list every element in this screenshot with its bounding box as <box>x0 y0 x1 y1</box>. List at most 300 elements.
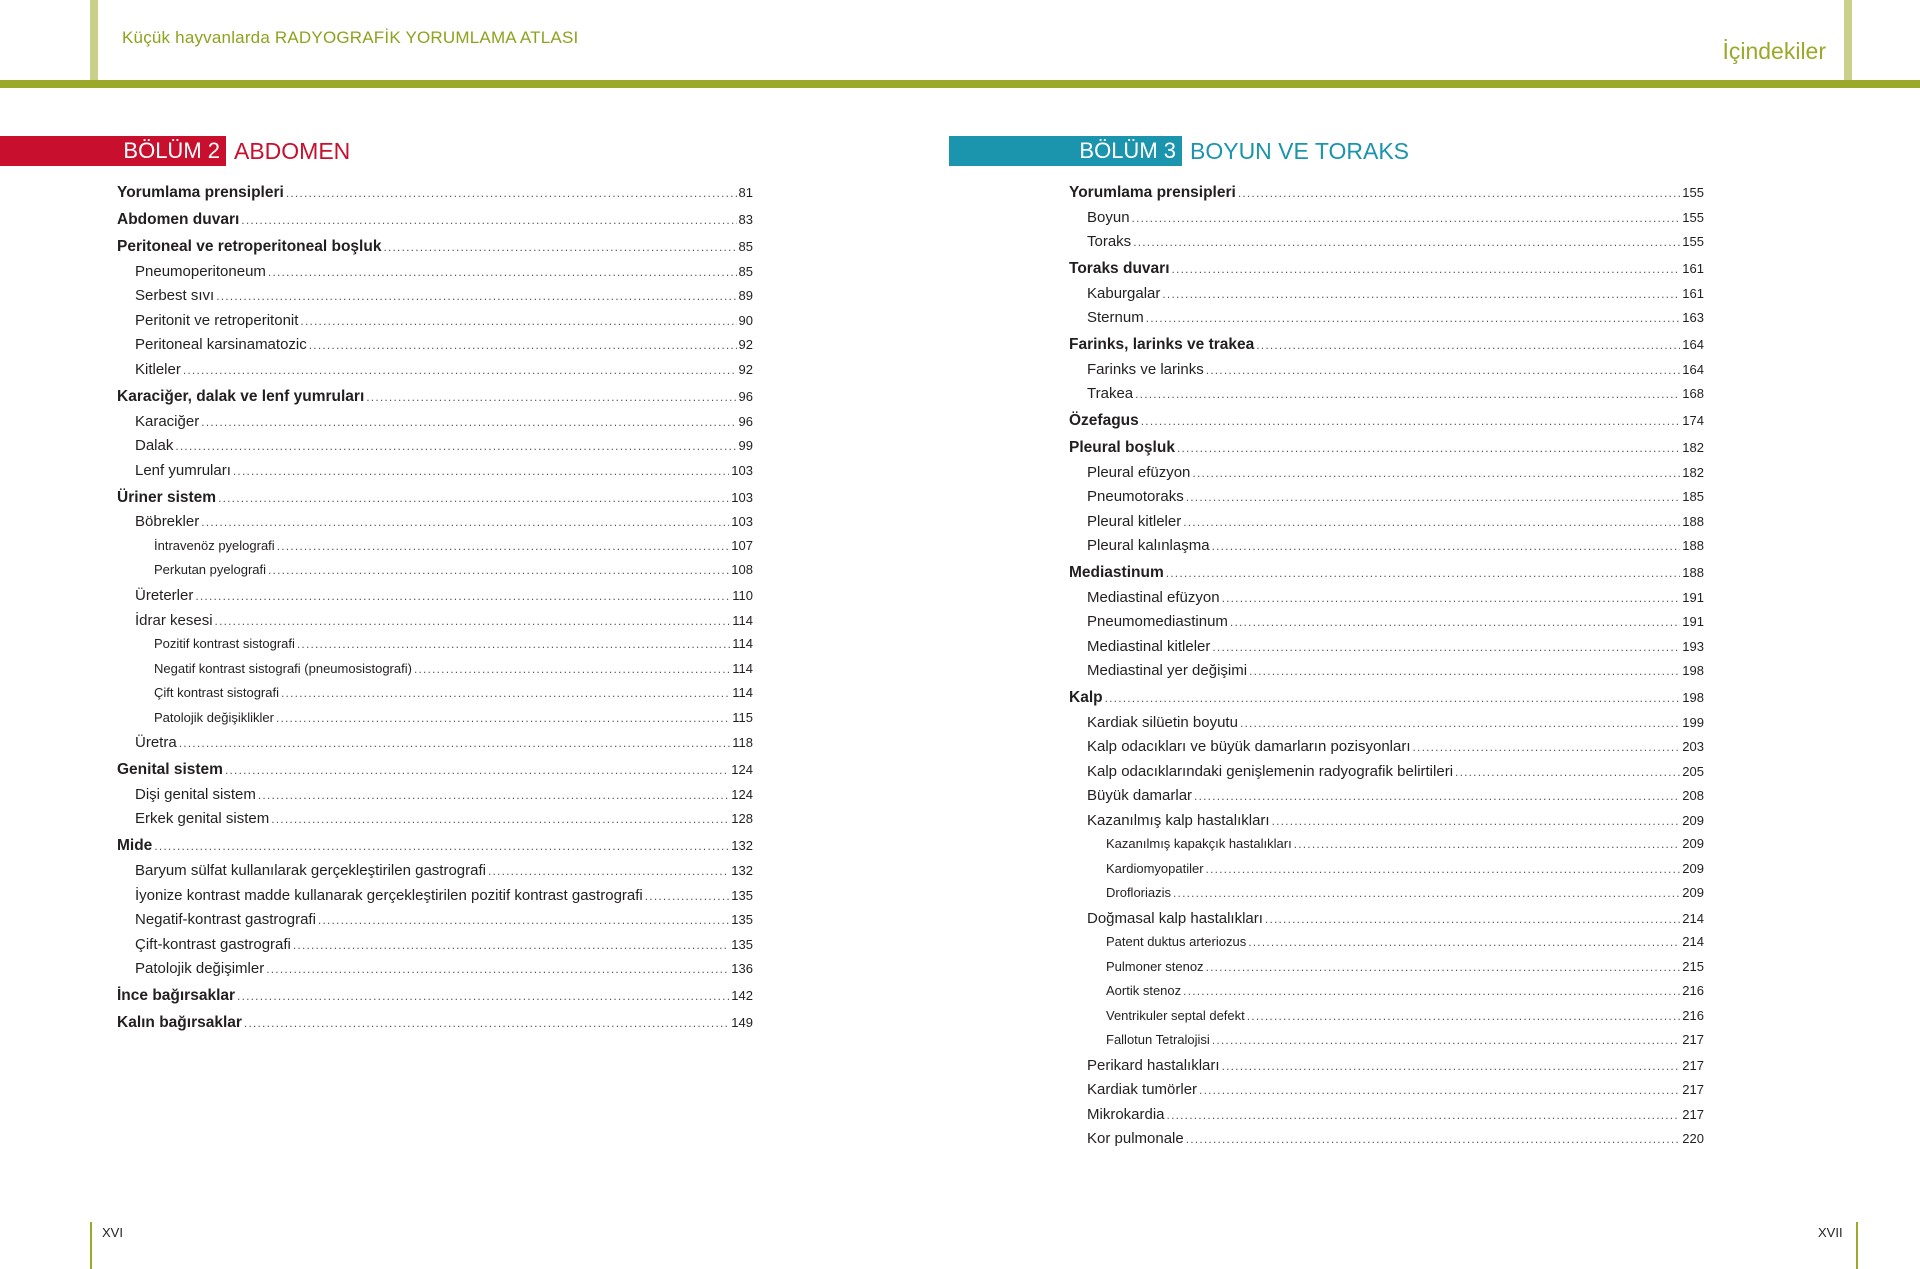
toc-entry-title: Üretra <box>135 734 177 752</box>
toc-entry-title: Üreterler <box>135 587 194 604</box>
toc-entry-page: 83 <box>738 212 753 227</box>
toc-entry[interactable] <box>117 287 753 304</box>
toc-entry[interactable] <box>1069 1106 1704 1123</box>
toc-entry[interactable] <box>117 1014 753 1032</box>
toc-entry-title: Pleural kalınlaşma <box>1087 537 1210 554</box>
dot-leader <box>1212 1033 1680 1047</box>
dot-leader <box>1256 338 1680 352</box>
toc-entry[interactable] <box>117 987 753 1005</box>
toc-entry[interactable] <box>117 960 753 977</box>
toc-entry-title: Perikard hastalıkları <box>1087 1056 1220 1074</box>
toc-entry[interactable] <box>117 810 753 827</box>
toc-entry[interactable] <box>1069 385 1704 402</box>
toc-entry[interactable] <box>1069 787 1704 804</box>
toc-entry-page: 128 <box>731 811 753 827</box>
toc-entry[interactable] <box>1069 439 1704 457</box>
toc-entry-page: 124 <box>731 786 753 802</box>
left-page-number: XVI <box>102 1225 123 1240</box>
dot-leader <box>309 338 737 352</box>
toc-entry-page: 90 <box>738 312 753 328</box>
toc-entry-title: Patent duktus arteriozus <box>1106 934 1247 949</box>
toc-entry[interactable] <box>1069 309 1704 326</box>
dot-leader <box>1413 740 1681 754</box>
toc-entry-page: 188 <box>1682 538 1704 553</box>
toc-entry-title: Pneumoperitoneum <box>135 262 266 280</box>
toc-entry[interactable] <box>1069 233 1704 250</box>
toc-entry-title: Kalp odacıklarındaki genişlemenin radyografik belirtileri <box>1087 762 1454 780</box>
toc-entry-title: Özefagus <box>1069 412 1139 429</box>
dot-leader <box>383 240 736 254</box>
toc-entry-title: Sternum <box>1087 309 1144 326</box>
toc-entry[interactable] <box>1069 464 1704 481</box>
toc-entry[interactable] <box>1069 285 1704 302</box>
dot-leader <box>1199 1083 1680 1097</box>
dot-leader <box>1133 235 1680 249</box>
dot-leader <box>1272 814 1681 828</box>
toc-entry[interactable] <box>1069 763 1704 780</box>
toc-entry-page: 216 <box>1682 983 1704 998</box>
dot-leader <box>1135 387 1680 401</box>
dot-leader <box>1192 466 1680 480</box>
toc-entry[interactable] <box>117 312 753 329</box>
toc-entry-title: Pneumotoraks <box>1087 488 1184 505</box>
toc-entry-title: Pozitif kontrast sistografi <box>154 636 295 652</box>
dot-leader <box>1265 912 1680 926</box>
toc-entry-page: 135 <box>731 887 753 903</box>
toc-entry-page: 110 <box>732 588 753 603</box>
toc-entry[interactable] <box>117 489 753 507</box>
toc-entry-page: 209 <box>1682 836 1704 851</box>
header-rule <box>0 80 1920 88</box>
toc-entry-page: 136 <box>731 961 753 977</box>
toc-entry[interactable] <box>117 263 753 280</box>
toc-entry[interactable] <box>117 361 753 378</box>
toc-entry-page: 161 <box>1682 285 1704 301</box>
toc-entry-title: Mikrokardia <box>1087 1105 1165 1123</box>
dot-leader <box>488 864 729 878</box>
toc-entry[interactable] <box>1069 513 1704 530</box>
toc-entry-title: Pleural kitleler <box>1087 512 1182 530</box>
toc-entry-page: 164 <box>1682 361 1704 377</box>
toc-entry[interactable] <box>1069 638 1704 655</box>
chapter-2-heading <box>0 136 350 166</box>
left-footer-bar <box>90 1222 92 1269</box>
toc-entry-page: 132 <box>731 863 753 878</box>
book-title: Küçük hayvanlarda RADYOGRAFİK YORUMLAMA ATLASI <box>122 28 579 47</box>
dot-leader <box>293 938 729 952</box>
toc-entry-title: Böbrekler <box>135 513 200 531</box>
toc-entry[interactable] <box>117 761 753 779</box>
dot-leader <box>216 289 736 303</box>
toc-entry[interactable] <box>1069 537 1704 554</box>
section-name: İçindekiler <box>1722 38 1826 64</box>
toc-entry-page: 155 <box>1682 234 1704 249</box>
toc-entry-title: Büyük damarlar <box>1087 787 1193 804</box>
dot-leader <box>1222 1059 1681 1073</box>
toc-entry[interactable] <box>1069 613 1704 630</box>
toc-entry-page: 161 <box>1682 261 1704 276</box>
toc-entry-title: Pulmoner stenoz <box>1106 958 1204 974</box>
toc-entry-title: Lenf yumruları <box>135 461 231 479</box>
dot-leader <box>1173 886 1680 900</box>
dot-leader <box>233 464 729 478</box>
toc-entry[interactable] <box>117 587 753 604</box>
right-footer-bar <box>1856 1222 1858 1269</box>
toc-entry-title: Kardiak silüetin boyutu <box>1087 713 1238 731</box>
toc-entry[interactable] <box>1069 184 1704 202</box>
toc-entry-title: Kazanılmış kalp hastalıkları <box>1087 811 1270 829</box>
toc-entry-title: Yorumlama prensipleri <box>117 184 284 201</box>
dot-leader <box>154 839 729 853</box>
toc-entry-page: 185 <box>1682 489 1704 504</box>
toc-entry-page: 193 <box>1682 638 1704 654</box>
toc-entry-page: 191 <box>1682 614 1704 629</box>
dot-leader <box>1248 935 1680 949</box>
toc-entry[interactable] <box>117 887 753 904</box>
dot-leader <box>1167 1108 1681 1122</box>
toc-entry-page: 203 <box>1682 739 1704 754</box>
toc-entry-page: 81 <box>738 185 753 200</box>
toc-entry-page: 85 <box>738 263 753 279</box>
dot-leader <box>175 439 736 453</box>
toc-entry-title: Kaburgalar <box>1087 284 1161 302</box>
toc-entry[interactable] <box>117 685 753 700</box>
toc-entry-title: Karaciğer, dalak ve lenf yumruları <box>117 388 365 405</box>
toc-entry-title: Mediastinal yer değişimi <box>1087 662 1248 679</box>
dot-leader <box>1206 862 1681 876</box>
toc-entry-title: Mediastinal kitleler <box>1087 637 1211 655</box>
toc-entry[interactable] <box>117 388 753 406</box>
toc-entry-page: 96 <box>738 389 753 404</box>
toc-entry[interactable] <box>117 636 753 651</box>
dot-leader <box>277 539 730 553</box>
toc-entry[interactable] <box>1069 934 1704 949</box>
toc-entry-title: Boyun <box>1087 208 1130 226</box>
dot-leader <box>1132 211 1681 225</box>
dot-leader <box>1166 566 1681 580</box>
toc-entry-page: 217 <box>1682 1057 1704 1073</box>
dot-leader <box>271 812 729 826</box>
toc-entry[interactable] <box>117 513 753 530</box>
toc-entry-title: Genital sistem <box>117 761 223 779</box>
toc-entry[interactable] <box>1069 336 1704 354</box>
toc-entry-title: İdrar kesesi <box>135 611 213 629</box>
toc-entry-page: 103 <box>731 514 753 530</box>
toc-entry-page: 107 <box>731 537 753 553</box>
dot-leader <box>1212 640 1680 654</box>
toc-entry-title: Kor pulmonale <box>1087 1130 1184 1147</box>
toc-entry[interactable] <box>1069 361 1704 378</box>
toc-entry-page: 164 <box>1682 337 1704 352</box>
toc-entry-title: Yorumlama prensipleri <box>1069 184 1236 201</box>
toc-entry-page: 174 <box>1682 413 1704 428</box>
toc-entry-title: Pneumomediastinum <box>1087 613 1228 630</box>
dot-leader <box>1238 186 1680 200</box>
toc-entry[interactable] <box>1069 1081 1704 1098</box>
dot-leader <box>244 1016 729 1030</box>
dot-leader <box>237 989 729 1003</box>
toc-entry-page: 92 <box>738 362 753 377</box>
toc-entry-title: Peritoneal karsinamatozic <box>135 336 307 354</box>
toc-entry[interactable] <box>1069 885 1704 900</box>
toc-entry-title: Kazanılmış kapakçık hastalıkları <box>1106 836 1292 851</box>
dot-leader <box>297 637 730 651</box>
dot-leader <box>281 686 730 700</box>
toc-entry-title: Mediastinal efüzyon <box>1087 588 1220 606</box>
toc-entry[interactable] <box>117 911 753 928</box>
right-header-bar <box>1844 0 1852 80</box>
dot-leader <box>195 589 730 603</box>
toc-entry[interactable] <box>117 184 753 202</box>
toc-entry-page: 191 <box>1682 589 1704 605</box>
toc-entry-title: Perkutan pyelografi <box>154 562 267 578</box>
toc-entry-title: Çift-kontrast gastrografi <box>135 935 291 953</box>
dot-leader <box>1212 539 1681 553</box>
toc-entry-page: 182 <box>1682 464 1704 480</box>
toc-entry[interactable] <box>1069 1130 1704 1147</box>
toc-entry[interactable] <box>117 786 753 803</box>
left-header-bar <box>90 0 98 80</box>
chapter-3-label: BÖLÜM 3 <box>949 136 1182 166</box>
toc-entry-page: 124 <box>731 762 753 778</box>
dot-leader <box>366 390 736 404</box>
dot-leader <box>258 788 729 802</box>
toc-entry-title: Serbest sıvı <box>135 287 215 305</box>
toc-entry-page: 92 <box>738 337 753 353</box>
toc-entry-title: Negatif-kontrast gastrografi <box>135 911 316 929</box>
toc-entry-title: Dişi genital sistem <box>135 785 256 803</box>
dot-leader <box>1294 837 1681 851</box>
toc-entry-title: Peritoneal ve retroperitoneal boşluk <box>117 238 382 255</box>
toc-entry[interactable] <box>1069 861 1704 876</box>
toc-entry-title: Trakea <box>1087 385 1134 402</box>
toc-entry-page: 135 <box>731 912 753 928</box>
toc-entry-title: Negatif kontrast sistografi (pneumosistografi) <box>154 660 412 676</box>
dot-leader <box>1206 960 1681 974</box>
dot-leader <box>1240 716 1680 730</box>
toc-entry[interactable] <box>117 238 753 256</box>
toc-entry[interactable] <box>117 211 753 229</box>
toc-entry[interactable] <box>1069 812 1704 829</box>
dot-leader <box>1177 441 1680 455</box>
toc-entry-title: Karaciğer <box>135 412 200 430</box>
toc-entry[interactable] <box>117 562 753 577</box>
toc-entry-page: 85 <box>738 239 753 254</box>
toc-entry-page: 217 <box>1682 1106 1704 1122</box>
toc-entry-title: Doğmasal kalp hastalıkları <box>1087 909 1263 927</box>
toc-entry-page: 199 <box>1682 714 1704 730</box>
toc-entry-page: 155 <box>1682 185 1704 200</box>
toc-entry[interactable] <box>117 437 753 454</box>
toc-entry-page: 217 <box>1682 1082 1704 1097</box>
toc-entry-page: 209 <box>1682 885 1704 900</box>
toc-entry-page: 99 <box>738 438 753 454</box>
dot-leader <box>201 415 736 429</box>
toc-entry-title: Mide <box>117 837 153 855</box>
dot-leader <box>645 889 730 903</box>
dot-leader <box>300 314 736 328</box>
dot-leader <box>179 736 731 750</box>
toc-entry[interactable] <box>117 936 753 953</box>
dot-leader <box>1183 984 1680 998</box>
toc-entry-page: 96 <box>738 413 753 429</box>
toc-entry[interactable] <box>117 734 753 751</box>
dot-leader <box>225 763 729 777</box>
toc-entry-title: Peritonit ve retroperitonit <box>135 311 299 329</box>
toc-entry-title: Erkek genital sistem <box>135 810 270 828</box>
toc-entry-title: Dalak <box>135 437 174 455</box>
toc-entry[interactable] <box>1069 589 1704 606</box>
dot-leader <box>1206 363 1681 377</box>
toc-entry-page: 205 <box>1682 763 1704 779</box>
toc-entry-title: Patolojik değişiklikler <box>154 709 274 725</box>
toc-entry[interactable] <box>1069 910 1704 927</box>
toc-entry-title: Mediastinum <box>1069 564 1164 581</box>
toc-entry-title: Fallotun Tetralojisi <box>1106 1032 1210 1047</box>
toc-entry-title: Üriner sistem <box>117 488 217 506</box>
toc-entry-title: Çift kontrast sistografi <box>154 685 279 701</box>
dot-leader <box>241 213 736 227</box>
toc-entry-title: Kitleler <box>135 361 181 378</box>
dot-leader <box>1162 287 1680 301</box>
toc-entry-title: Kardiak tumörler <box>1087 1081 1198 1098</box>
toc-entry-page: 182 <box>1682 440 1704 455</box>
toc-entry-title: İnce bağırsaklar <box>117 987 236 1005</box>
toc-entry-page: 208 <box>1682 788 1704 803</box>
dot-leader <box>1183 515 1680 529</box>
toc-entry-page: 188 <box>1682 513 1704 529</box>
toc-entry-page: 198 <box>1682 690 1704 705</box>
toc-entry-title: Farinks, larinks ve trakea <box>1069 336 1255 353</box>
toc-entry-title: Toraks <box>1087 233 1132 250</box>
chapter-2-label: BÖLÜM 2 <box>0 136 226 166</box>
toc-entry[interactable] <box>1069 1008 1704 1023</box>
toc-entry-page: 108 <box>731 562 753 578</box>
toc-entry-page: 135 <box>731 936 753 952</box>
toc-entry-title: Pleural boşluk <box>1069 439 1175 456</box>
dot-leader <box>1222 591 1681 605</box>
toc-entry-page: 132 <box>731 838 753 854</box>
toc-entry-title: Aortik stenoz <box>1106 983 1182 998</box>
toc-entry-title: Kardiomyopatiler <box>1106 860 1204 876</box>
toc-entry[interactable] <box>117 538 753 553</box>
toc-entry-page: 216 <box>1682 1007 1704 1023</box>
toc-entry[interactable] <box>117 336 753 353</box>
toc-entry[interactable] <box>1069 412 1704 430</box>
toc-entry-page: 209 <box>1682 812 1704 828</box>
toc-entry-page: 114 <box>732 660 753 676</box>
toc-entry[interactable] <box>117 612 753 629</box>
toc-entry-page: 142 <box>731 988 753 1004</box>
toc-entry[interactable] <box>117 837 753 855</box>
toc-entry[interactable] <box>117 462 753 479</box>
dot-leader <box>414 662 730 676</box>
dot-leader <box>1186 1132 1681 1146</box>
toc-entry[interactable] <box>1069 689 1704 707</box>
toc-entry-page: 215 <box>1682 958 1704 974</box>
toc-entry-page: 163 <box>1682 310 1704 325</box>
toc-entry-title: Toraks duvarı <box>1069 260 1170 277</box>
toc-entry[interactable] <box>1069 836 1704 851</box>
toc-entry[interactable] <box>1069 662 1704 679</box>
toc-entry[interactable] <box>1069 209 1704 226</box>
dot-leader <box>218 491 729 505</box>
dot-leader <box>1186 490 1681 504</box>
toc-entry-page: 168 <box>1682 386 1704 401</box>
toc-entry[interactable] <box>1069 983 1704 998</box>
toc-entry-page: 214 <box>1682 910 1704 926</box>
dot-leader <box>268 265 737 279</box>
toc-entry-title: Baryum sülfat kullanılarak gerçekleştirilen gastrografi <box>135 862 486 879</box>
toc-entry[interactable] <box>1069 564 1704 582</box>
toc-entry[interactable] <box>1069 1057 1704 1074</box>
dot-leader <box>183 363 737 377</box>
toc-entry-page: 220 <box>1682 1131 1704 1146</box>
dot-leader <box>1141 414 1681 428</box>
dot-leader <box>1249 664 1680 678</box>
dot-leader <box>268 563 729 577</box>
dot-leader <box>1105 691 1681 705</box>
toc-entry-page: 149 <box>731 1015 753 1031</box>
toc-entry-page: 198 <box>1682 663 1704 678</box>
toc-entry-page: 114 <box>732 636 753 652</box>
right-page-number: XVII <box>1818 1225 1843 1240</box>
chapter-3-title: BOYUN VE TORAKS <box>1190 137 1409 164</box>
dot-leader <box>266 962 729 976</box>
toc-entry[interactable] <box>1069 714 1704 731</box>
toc-entry-page: 214 <box>1682 934 1704 949</box>
toc-entry[interactable] <box>117 661 753 676</box>
toc-entry-page: 114 <box>732 612 753 628</box>
toc-entry-page: 89 <box>738 288 753 304</box>
dot-leader <box>1146 311 1681 325</box>
toc-entry-title: Abdomen duvarı <box>117 211 240 228</box>
toc-entry-page: 115 <box>732 709 753 725</box>
dot-leader <box>1230 615 1680 629</box>
toc-entry-title: Kalp odacıkları ve büyük damarların pozisyonları <box>1087 738 1411 755</box>
dot-leader <box>318 913 729 927</box>
toc-entry[interactable] <box>117 413 753 430</box>
toc-entry-title: Kalp <box>1069 689 1103 706</box>
dot-leader <box>286 186 737 200</box>
toc-entry[interactable] <box>1069 260 1704 278</box>
toc-entry-title: Drofloriazis <box>1106 885 1172 900</box>
toc-entry[interactable] <box>1069 488 1704 505</box>
chapter-2-title: ABDOMEN <box>234 137 351 164</box>
toc-entry-title: Patolojik değişimler <box>135 960 265 978</box>
toc-entry[interactable] <box>117 862 753 879</box>
dot-leader <box>215 614 731 628</box>
toc-entry[interactable] <box>1069 738 1704 755</box>
dot-leader <box>201 515 729 529</box>
dot-leader <box>1455 765 1680 779</box>
toc-entry-page: 114 <box>732 685 753 701</box>
toc-entry[interactable] <box>1069 1032 1704 1047</box>
dot-leader <box>1172 262 1681 276</box>
chapter-3-heading <box>949 136 1409 166</box>
toc-entry-page: 155 <box>1682 209 1704 225</box>
toc-entry-title: İyonize kontrast madde kullanarak gerçekleştirilen pozitif kontrast gastrografi <box>135 886 643 904</box>
dot-leader <box>1247 1009 1681 1023</box>
toc-entry-page: 209 <box>1682 860 1704 876</box>
toc-entry-page: 103 <box>731 489 753 505</box>
toc-entry[interactable] <box>117 710 753 725</box>
toc-entry-title: Kalın bağırsaklar <box>117 1014 242 1032</box>
toc-entry[interactable] <box>1069 959 1704 974</box>
dot-leader <box>276 711 730 725</box>
dot-leader <box>1194 789 1680 803</box>
toc-entry-page: 188 <box>1682 565 1704 580</box>
